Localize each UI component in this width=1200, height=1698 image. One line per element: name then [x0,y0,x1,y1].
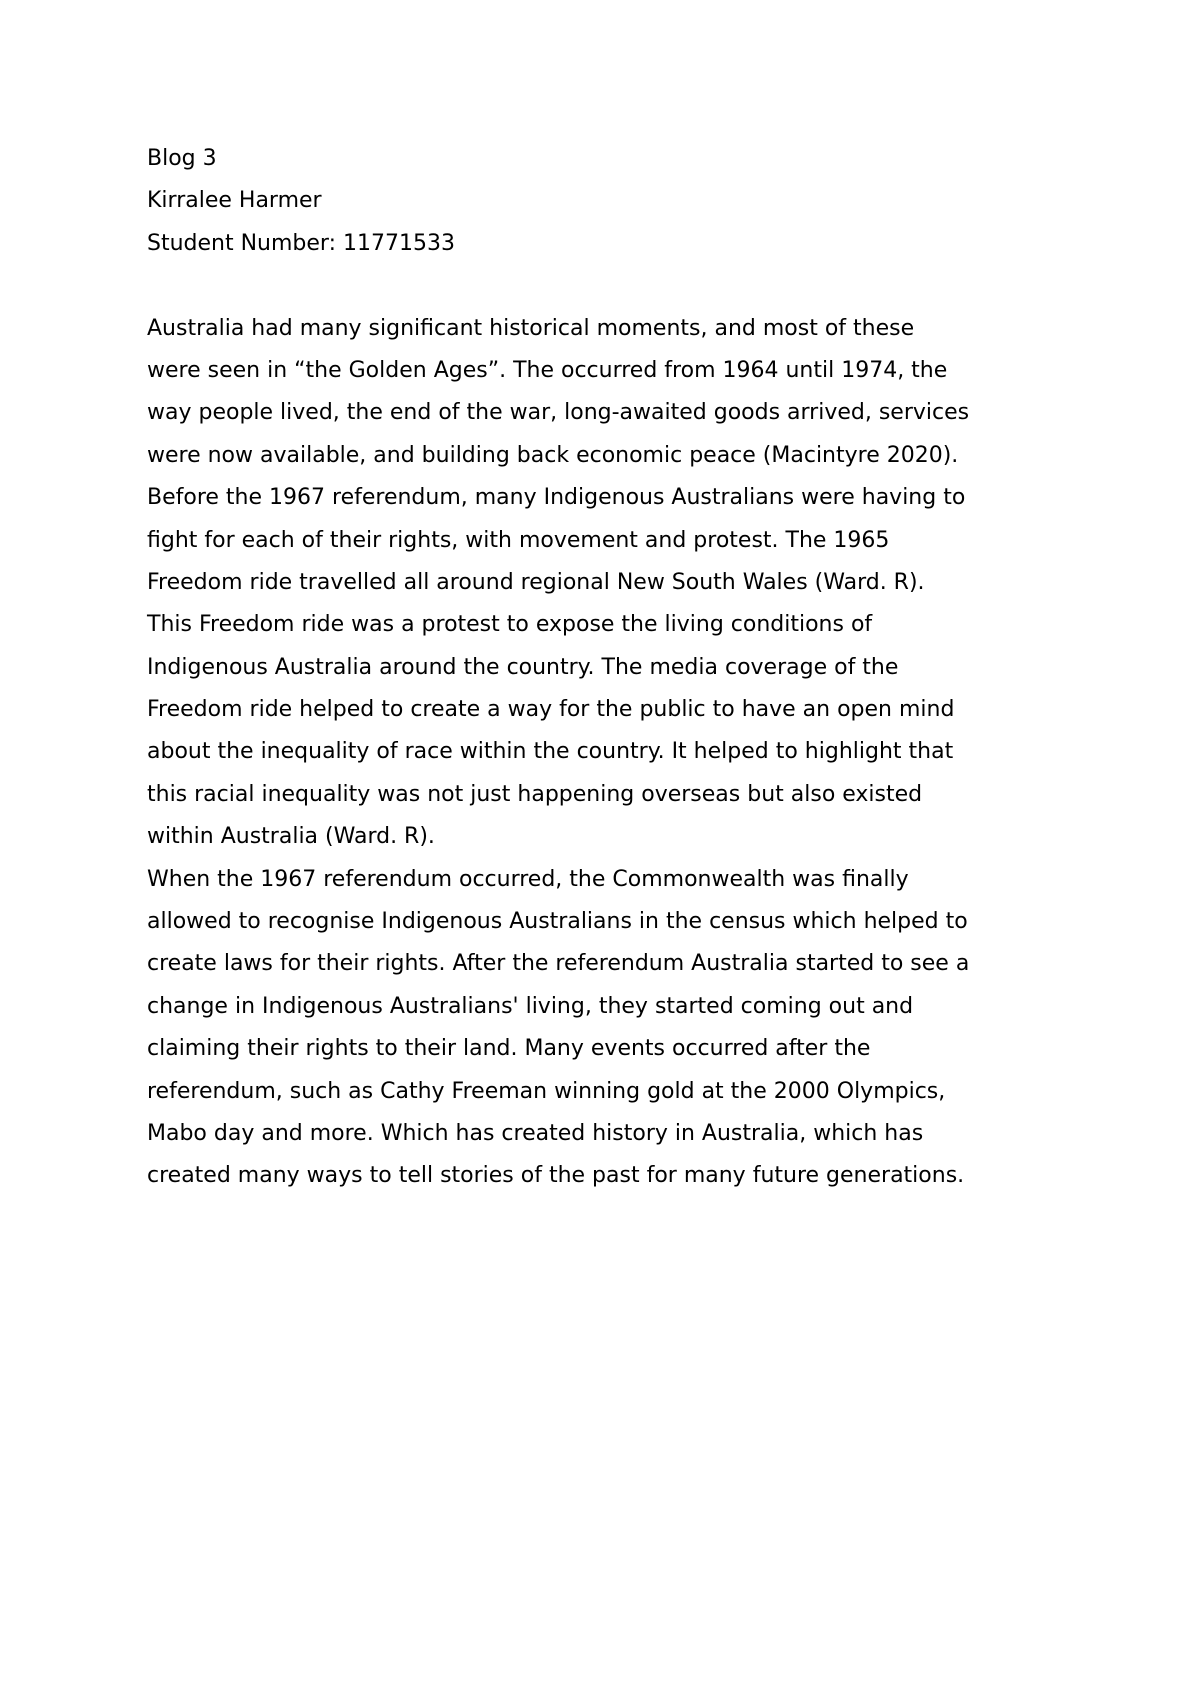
paragraph-line: Australia had many significant historical moments, and most of these [147,315,915,341]
paragraph-line: this racial inequality was not just happening overseas but also existed [147,781,923,807]
paragraph-line: referendum, such as Cathy Freeman winning gold at the 2000 Olympics, [147,1078,946,1104]
paragraph-line: Before the 1967 referendum, many Indigenous Australians were having to [147,485,966,511]
paragraph-line: Mabo day and more. Which has created history in Australia, which has [147,1120,924,1146]
paragraph-line: about the inequality of race within the country. It helped to highlight that [147,739,954,765]
paragraph-line: Indigenous Australia around the country. The media coverage of the [147,654,899,680]
paragraph-line: way people lived, the end of the war, long-awaited goods arrived, services [147,400,970,426]
paragraph-1 [147,308,1107,859]
paragraph-2 [147,859,1107,1198]
blank-line [147,265,1107,307]
paragraph-line: were seen in “the Golden Ages”. The occurred from 1964 until 1974, the [147,357,948,383]
document-content [147,138,1107,1198]
paragraph-line: Freedom ride travelled all around regional New South Wales (Ward. R). [147,569,925,595]
paragraph-line: When the 1967 referendum occurred, the Commonwealth was finally [147,866,909,892]
paragraph-line: change in Indigenous Australians' living, they started coming out and [147,993,914,1019]
paragraph-line: This Freedom ride was a protest to expose the living conditions of [147,612,873,638]
paragraph-line: Freedom ride helped to create a way for the public to have an open mind [147,697,955,723]
paragraph-line: were now available, and building back economic peace (Macintyre 2020). [147,442,959,468]
paragraph-line: within Australia (Ward. R). [147,824,435,850]
paragraph-line: create laws for their rights. After the referendum Australia started to see a [147,951,970,977]
student-number: Student Number: 11771533 [147,230,455,256]
author-name: Kirralee Harmer [147,188,322,214]
paragraph-line: claiming their rights to their land. Many events occurred after the [147,1036,871,1062]
paragraph-line: allowed to recognise Indigenous Australians in the census which helped to [147,909,968,935]
paragraph-line: fight for each of their rights, with movement and protest. The 1965 [147,527,890,553]
blog-title: Blog 3 [147,146,217,171]
paragraph-line: created many ways to tell stories of the past for many future generations. [147,1163,965,1189]
